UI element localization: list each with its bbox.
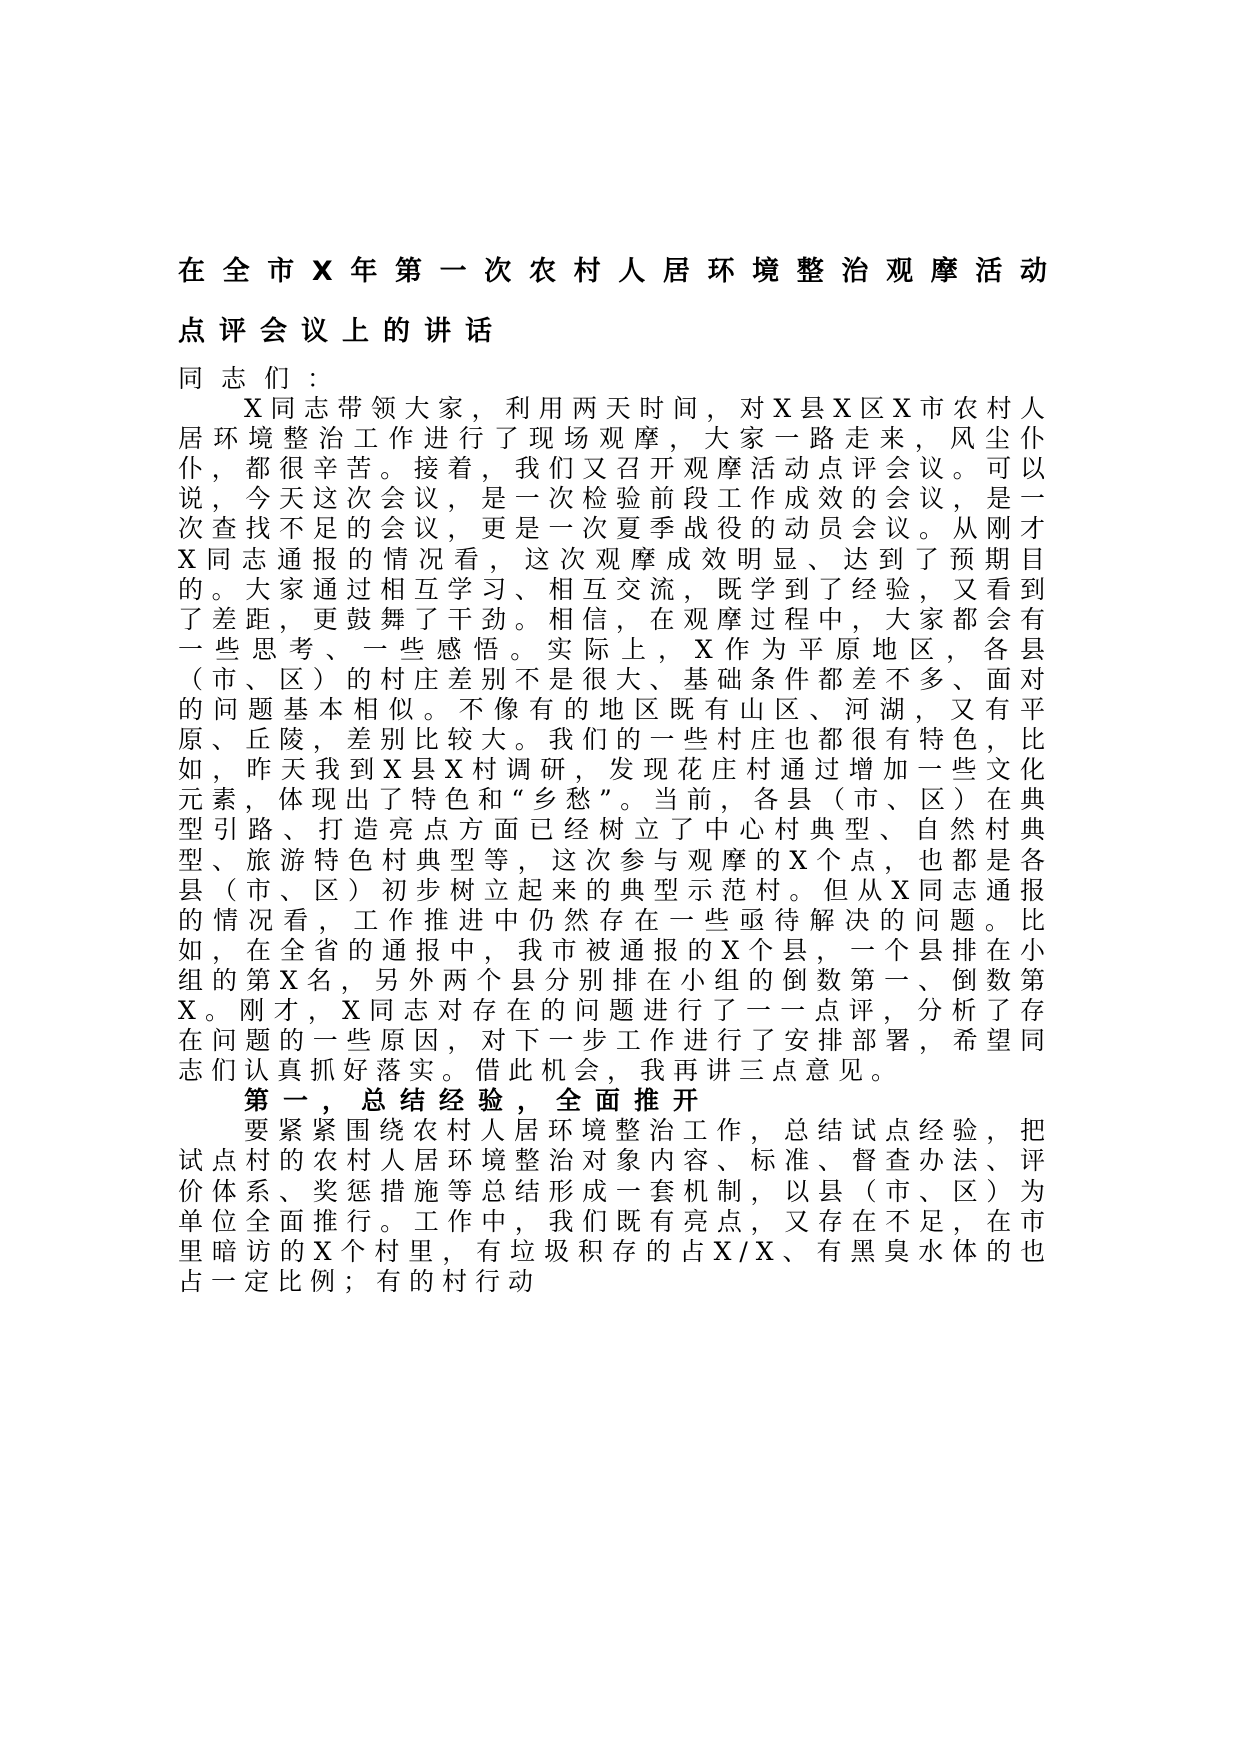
paragraph-2: 要紧紧围绕农村人居环境整治工作，总结试点经验，把试点村的农村人居环境整治对象内容、标准、督查办法、评价体系、奖惩措施等总结形成一套机制，以县（市、区）为单位全面推行。工作中，我们既有亮点，又存在不足，在市里暗访的X个村里，有垃圾积存的占X/X、有黑臭水体的也占一定比例；有的村行动 — [178, 1116, 1053, 1296]
document-title-line1: 在全市X年第一次农村人居环境整治观摩活动 — [178, 256, 1053, 287]
document-content — [178, 240, 1053, 1297]
document-title-line2: 点评会议上的讲话 — [178, 316, 506, 347]
paragraph-1: X同志带领大家，利用两天时间，对X县X区X市农村人居环境整治工作进行了现场观摩，大家一路走来，风尘仆仆，都很辛苦。接着，我们又召开观摩活动点评会议。可以说，今天这次会议，是一次检验前段工作成效的会议，是一次查找不足的会议，更是一次夏季战役的动员会议。从刚才X同志通报的情况看，这次观摩成效明显、达到了预期目的。大家通过相互学习、相互交流，既学到了经验，又看到了差距，更鼓舞了干劲。相信，在观摩过程中，大家都会有一些思考、一些感悟。实际上，X作为平原地区，各县（市、区）的村庄差别不是很大、基础条件都差不多、面对的问题基本相似。不像有的地区既有山区、河湖，又有平原、丘陵，差别比较大。我们的一些村庄也都很有特色，比如，昨天我到X县X村调研，发现花庄村通过增加一些文化元素，体现出了特色和“乡愁”。当前，各县（市、区）在典型引路、打造亮点方面已经树立了中心村典型、自然村典型、旅游特色村典型等，这次参与观摩的X个点，也都是各县（市、区）初步树立起来的典型示范村。但从X同志通报的情况看，工作推进中仍然存在一些亟待解决的问题。比如，在全省的通报中，我市被通报的X个县，一个县排在小组的第X名，另外两个县分别排在小组的倒数第一、倒数第X。刚才，X同志对存在的问题进行了一一点评，分析了存在问题的一些原因，对下一步工作进行了安排部署，希望同志们认真抓好落实。借此机会，我再讲三点意见。 — [178, 394, 1053, 1086]
salutation: 同志们： — [178, 364, 351, 393]
section-heading-1: 第一，总结经验，全面推开 — [244, 1086, 713, 1116]
